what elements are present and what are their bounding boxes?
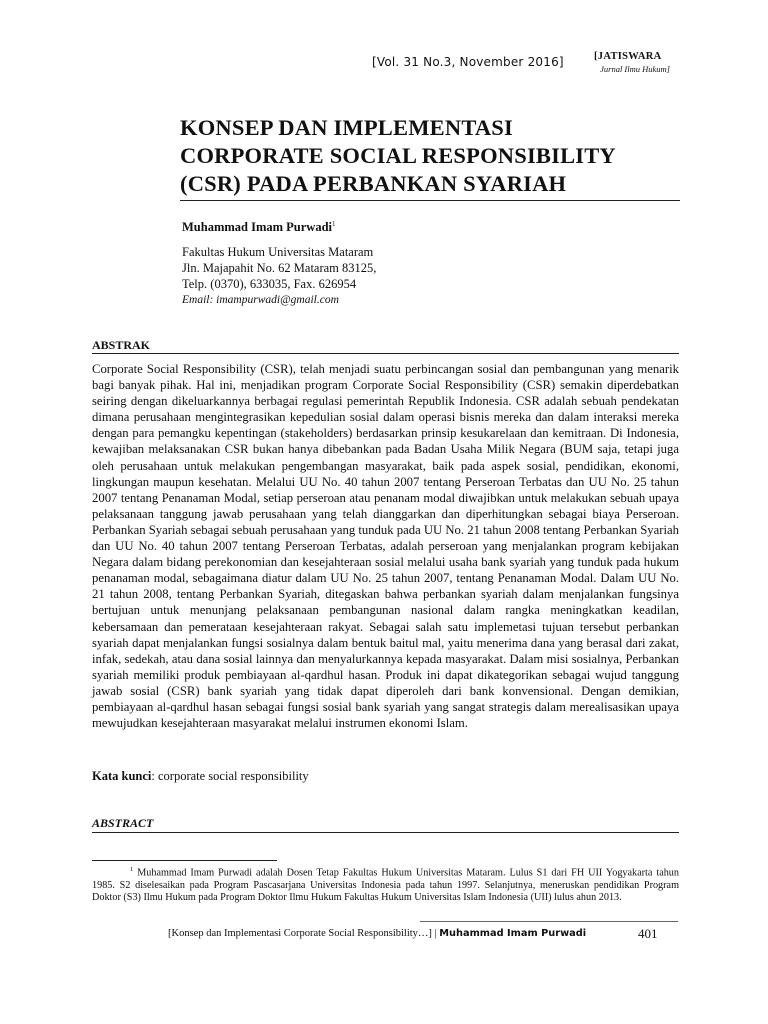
title-line: KONSEP DAN IMPLEMENTASI bbox=[180, 115, 513, 140]
affiliation-address: Jln. Majapahit No. 62 Mataram 83125, bbox=[182, 261, 377, 275]
keywords-label: Kata kunci bbox=[92, 769, 152, 783]
title-line: CORPORATE SOCIAL RESPONSIBILITY bbox=[180, 143, 616, 168]
abstrak-divider bbox=[92, 353, 679, 354]
keywords bbox=[92, 769, 309, 784]
footer-running-title: [Konsep dan Implementasi Corporate Social Responsibility…] | bbox=[168, 928, 440, 939]
journal-name: [JATISWARA bbox=[594, 51, 662, 62]
affiliation-email: Email: imampurwadi@gmail.com bbox=[182, 294, 339, 306]
footnote bbox=[92, 864, 679, 904]
journal-subtitle: Jurnal Ilmu Hukum] bbox=[600, 64, 670, 74]
title-line: (CSR) PADA PERBANKAN SYARIAH bbox=[180, 171, 567, 196]
affiliation-phone: Telp. (0370), 633035, Fax. 626954 bbox=[182, 277, 357, 291]
paper-title bbox=[180, 114, 680, 198]
journal-header bbox=[594, 51, 684, 75]
footnote-text: $^1$ Muhammad Imam Purwadi adalah Dosen Tetap Fakultas Hukum Universitas Mataram. Lulus S1 dari FH UII Yogyakarta tahun 1985. S2 diselesaikan pada Program Pascasarjana Universitas Indonesia pada tahun 1997. Selanjutnya, meneruskan pendidikan Program Doktor (S3) Ilmu Hukum pada Program Doktor Ilmu Hukum Fakultas Hukum Universitas Islam Indonesia (UII) lulus ahun 2013. bbox=[92, 866, 679, 903]
volume-header: [Vol. 31 No.3, November 2016] bbox=[372, 55, 564, 69]
footer-author: Muhammad Imam Purwadi bbox=[439, 928, 587, 939]
abstrak-paragraph: Corporate Social Responsibility (CSR), telah menjadi suatu perbincangan sosial dan pembangunan yang menarik bagi banyak pihak. Hal ini, menjadikan program Corporate Social Responsibility (CSR) semakin diperdebatkan seiring dengan dikeluarkannya berbagai regulasi pemerintah Republik Indonesia. CSR adalah sebuah pendekatan dimana perusahaan mengintegrasikan kepedulian sosial dalam operasi bisnis mereka dan dalam interaksi mereka dengan para pemangku kepentingan (stakeholders) berdasarkan prinsip kesukarelaan dan kemitraan. Di Indonesia, kewajiban melaksanakan CSR bukan hanya dibebankan pada Badan Usaha Milik Negara (BUM saja, tetapi juga oleh perusahaan untuk melakukan pengembangan masyarakat, baik pada aspek sosial, pendidikan, ekonomi, lingkungan maupun kesehatan. Melalui UU No. 40 tahun 2007 tentang Perseroan Terbatas dan UU No. 25 tahun 2007 tentang Penanaman Modal, setiap perseroan atau penanam modal diwajibkan untuk melakukan sebuah upaya pelaksanaan tanggung jawab perusahaan yang telah dianggarkan dan diperhitungkan sebagai biaya Perseroan. Perbankan Syariah sebagai sebuah perusahaan yang tunduk pada UU No. 21 tahun 2008 tentang Perbankan Syariah dan UU No. 40 tahun 2007 tentang Perseroan Terbatas, adalah perseroan yang menjalankan program kebijakan Negara dalam bidang perekonomian dan kesejahteraan sosial melalui usaha bank syariah yang tunduk pada hukum penanaman modal, sebagaimana diatur dalam UU No. 25 tahun 2007, tentang Penanaman Modal. Dalam UU No. 21 tahun 2008, tentang Perbankan Syariah, ditegaskan bahwa perbankan syariah dalam menjalankan fungsinya bertujuan untuk menunjang pelaksanaan pembangunan nasional dalam rangka meningkatkan keadilan, kebersamaan dan pemerataan kesejahteraan rakyat. Sebagai salah satu implemetasi tujuan tersebut perbankan syariah dapat menjalankan fungsi sosialnya dalam bentuk baitul mal, yaitu menerima dana yang berasal dari zakat, infak, sedekah, atau dana sosial lainnya dan menyalurkannya kepada masyarakat. Dalam misi sosialnya, Perbankan syariah memiliki produk pembiayaan al-qardhul hasan. Produk ini dapat dikategorikan sebagai wujud tanggung jawab sosial (CSR) bank syariah yang tidak dapat diperoleh dari bank konvensional. Dengan demikian, pembiayaan al-qardhul hasan sebagai fungsi sosial bank syariah yang sangat strategis dalam merealisasikan upaya mewujudkan kesejahteraan masyarakat melalui instrumen ekonomi Islam. bbox=[92, 362, 679, 731]
author-affiliation bbox=[182, 244, 376, 308]
running-footer bbox=[168, 928, 586, 939]
page-number: 401 bbox=[638, 926, 658, 941]
footnote-number: 1 bbox=[130, 866, 134, 873]
affiliation-institution: Fakultas Hukum Universitas Mataram bbox=[182, 245, 374, 259]
abstract-divider bbox=[92, 832, 679, 833]
keywords-value: : corporate social responsibility bbox=[151, 769, 309, 783]
abstrak-body bbox=[92, 361, 679, 731]
author-name: Muhammad Imam Purwadi$^1$ bbox=[182, 220, 336, 235]
footer-divider bbox=[420, 921, 678, 922]
footnote-divider bbox=[92, 860, 277, 861]
footnote-mark: 1 bbox=[332, 220, 336, 228]
title-divider bbox=[180, 200, 680, 201]
abstract-heading: ABSTRACT bbox=[92, 816, 154, 830]
abstrak-heading: ABSTRAK bbox=[92, 338, 151, 352]
